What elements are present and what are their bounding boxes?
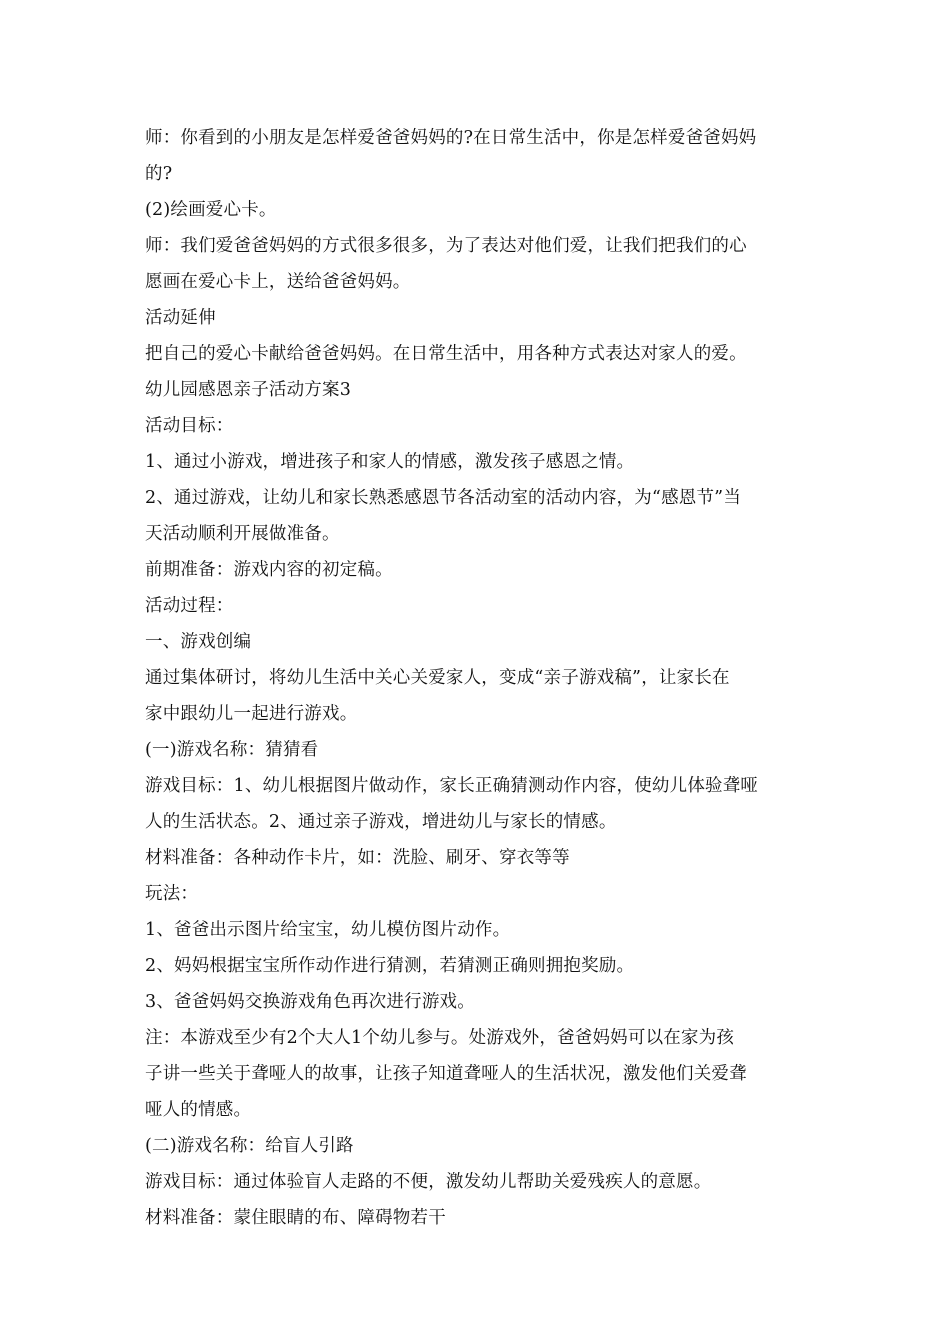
section-heading: 幼儿园感恩亲子活动方案3	[145, 380, 352, 400]
text-line: 哑人的情感。	[145, 1100, 252, 1120]
text-line: 2、妈妈根据宝宝所作动作进行猜测，若猜测正确则拥抱奖励。	[145, 956, 635, 976]
section-heading: 一、游戏创编	[145, 632, 252, 652]
document-body	[145, 120, 813, 1236]
section-heading: 活动目标：	[145, 416, 234, 436]
text-line: 的?	[145, 164, 173, 184]
text-line: 前期准备：游戏内容的初定稿。	[145, 560, 393, 580]
text-line: 材料准备：蒙住眼睛的布、障碍物若干	[145, 1208, 446, 1228]
section-heading: (一)游戏名称：猜猜看	[145, 740, 319, 760]
text-line: 把自己的爱心卡献给爸爸妈妈。在日常生活中，用各种方式表达对家人的爱。	[145, 344, 747, 364]
text-line: 人的生活状态。2、通过亲子游戏，增进幼儿与家长的情感。	[145, 812, 617, 832]
text-line: 1、通过小游戏，增进孩子和家人的情感，激发孩子感恩之情。	[145, 452, 635, 472]
text-line: 注：本游戏至少有2个大人1个幼儿参与。处游戏外，爸爸妈妈可以在家为孩	[145, 1028, 735, 1048]
section-heading: (二)游戏名称：给盲人引路	[145, 1136, 354, 1156]
text-line: 通过集体研讨，将幼儿生活中关心关爱家人，变成“亲子游戏稿”，让家长在	[145, 668, 730, 688]
section-heading: 活动延伸	[145, 308, 216, 328]
text-line: 3、爸爸妈妈交换游戏角色再次进行游戏。	[145, 992, 475, 1012]
text-line: (2)绘画爱心卡。	[145, 200, 277, 220]
text-line: 2、通过游戏，让幼儿和家长熟悉感恩节各活动室的活动内容，为“感恩节”当	[145, 488, 742, 508]
section-heading: 玩法：	[145, 884, 199, 904]
text-line: 子讲一些关于聋哑人的故事，让孩子知道聋哑人的生活状况，激发他们关爱聋	[145, 1064, 747, 1084]
text-line: 游戏目标：通过体验盲人走路的不便，激发幼儿帮助关爱残疾人的意愿。	[145, 1172, 712, 1192]
text-line: 愿画在爱心卡上，送给爸爸妈妈。	[145, 272, 411, 292]
text-line: 游戏目标：1、幼儿根据图片做动作，家长正确猜测动作内容，使幼儿体验聋哑	[145, 776, 759, 796]
text-line: 天活动顺利开展做准备。	[145, 524, 340, 544]
text-line: 材料准备：各种动作卡片，如：洗脸、刷牙、穿衣等等	[145, 848, 570, 868]
text-line: 1、爸爸出示图片给宝宝，幼儿模仿图片动作。	[145, 920, 511, 940]
text-line: 家中跟幼儿一起进行游戏。	[145, 704, 358, 724]
text-line: 师：你看到的小朋友是怎样爱爸爸妈妈的?在日常生活中，你是怎样爱爸爸妈妈	[145, 128, 757, 148]
section-heading: 活动过程：	[145, 596, 234, 616]
text-line: 师：我们爱爸爸妈妈的方式很多很多，为了表达对他们爱，让我们把我们的心	[145, 236, 747, 256]
